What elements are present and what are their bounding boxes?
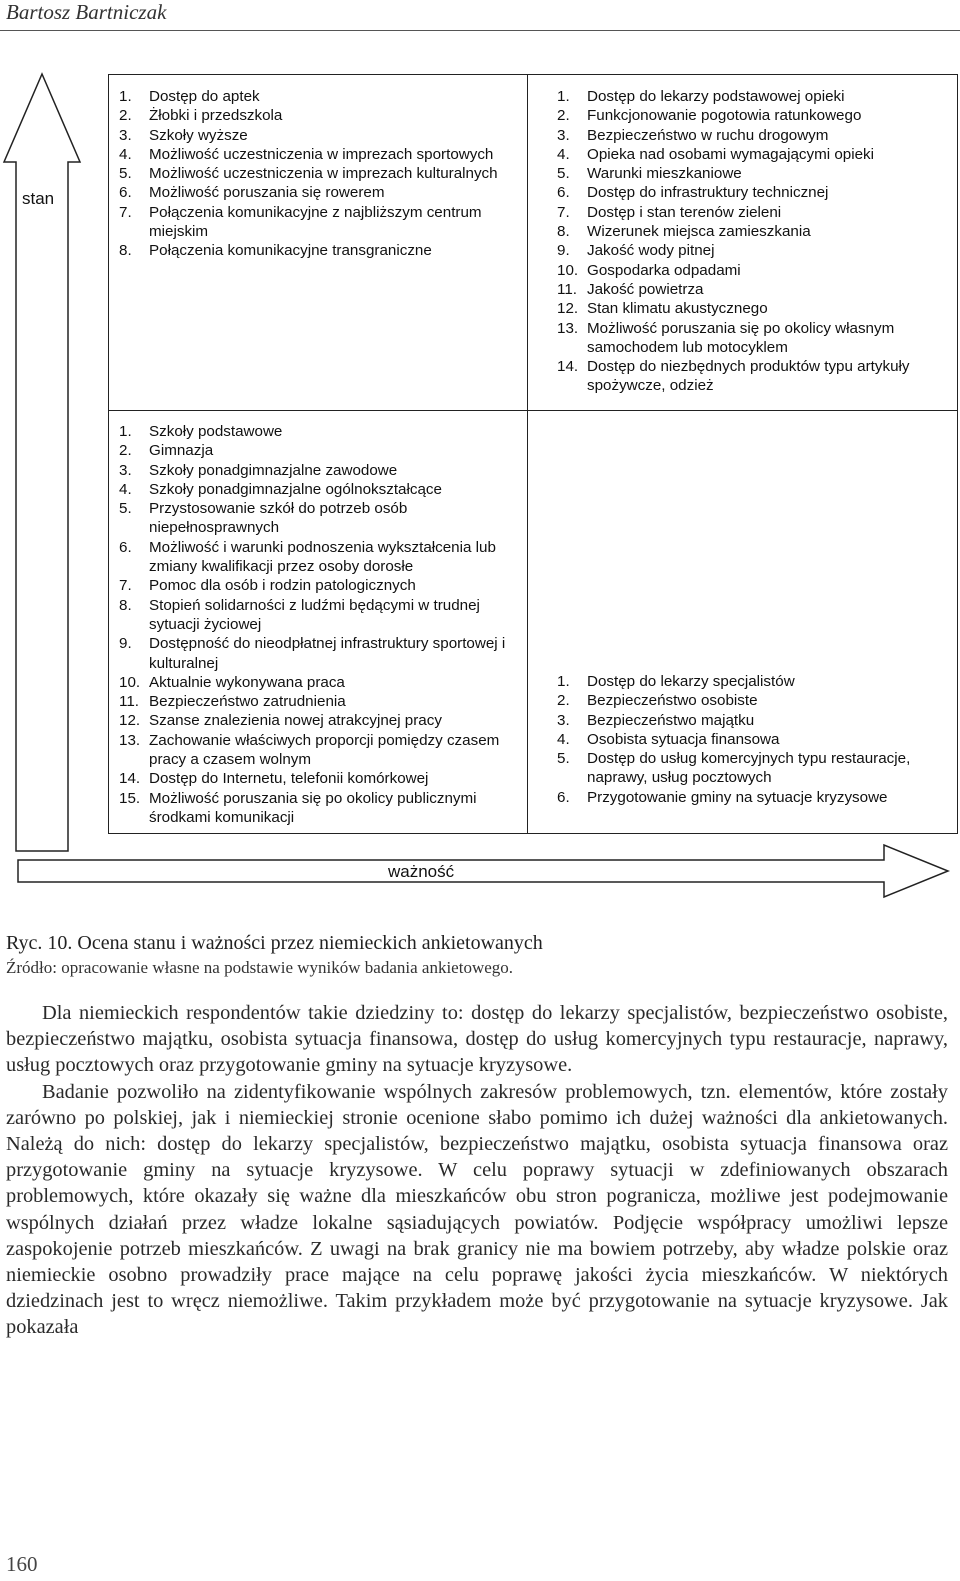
quadrant-divider-horizontal: [109, 410, 957, 411]
item-text: Szkoły ponadgimnazjalne zawodowe: [149, 461, 398, 479]
item-text: Dostęp do lekarzy specjalistów: [587, 673, 795, 690]
list-item: [119, 106, 519, 125]
item-text: Stopień solidarności z ludźmi będącymi w trudnej sytuacji życiowej: [149, 596, 480, 633]
item-text: Połączenia komunikacyjne z najbliższym centrum miejskim: [149, 203, 482, 241]
item-number: 14.: [119, 770, 141, 788]
list-item: [557, 126, 952, 145]
item-number: 11.: [119, 693, 139, 711]
item-number: 8.: [557, 223, 570, 241]
page-number: 160: [6, 1552, 38, 1576]
item-number: 4.: [557, 730, 570, 748]
item-number: 8.: [119, 242, 132, 260]
list-item: [557, 749, 952, 788]
list-item: [557, 183, 952, 202]
item-text: Funkcjonowanie pogotowia ratunkowego: [587, 107, 862, 125]
running-head: Bartosz Bartniczak: [6, 0, 167, 24]
item-number: 1.: [119, 423, 132, 440]
item-text: Możliwość uczestniczenia w imprezach sportowych: [149, 145, 494, 163]
item-number: 5.: [119, 165, 132, 183]
item-number: 8.: [119, 596, 132, 614]
list-item: [557, 711, 952, 730]
list-item: [119, 673, 519, 692]
list-item: [119, 576, 519, 595]
item-text: Zachowanie właściwych proporcji pomiędzy czasem pracy a czasem wolnym: [149, 731, 500, 769]
figure-matrix: [0, 60, 960, 910]
item-number: 12.: [557, 300, 579, 318]
item-number: 2.: [557, 107, 570, 125]
item-text: Możliwość poruszania się po okolicy własnym samochodem lub motocyklem: [587, 319, 895, 356]
item-text: Dostęp do lekarzy podstawowej opieki: [587, 88, 845, 105]
item-text: Szkoły ponadgimnazjalne ogólnokształcące: [149, 480, 442, 498]
item-text: Żłobki i przedszkola: [149, 107, 283, 125]
quadrant-bottom-left: [119, 422, 519, 827]
list-item: [557, 222, 952, 241]
item-text: Jakość powietrza: [587, 280, 704, 298]
list-item: [557, 691, 952, 710]
item-number: 14.: [557, 358, 579, 376]
item-number: 12.: [119, 712, 141, 730]
item-text: Pomoc dla osób i rodzin patologicznych: [149, 577, 416, 595]
item-number: 5.: [119, 500, 132, 518]
matrix-box: [108, 74, 958, 834]
item-number: 1.: [119, 88, 132, 105]
item-number: 2.: [119, 442, 132, 460]
quadrant-top-left: [119, 87, 519, 261]
item-text: Połączenia komunikacyjne transgraniczne: [149, 242, 432, 260]
caption-source: Źródło: opracowanie własne na podstawie wyników badania ankietowego.: [6, 958, 514, 977]
item-text: Bezpieczeństwo majątku: [587, 711, 755, 729]
item-number: 1.: [557, 673, 570, 690]
item-number: 11.: [557, 280, 577, 298]
item-number: 2.: [119, 107, 132, 125]
paragraph: Dla niemieckich respondentów takie dziedziny to: dostęp do lekarzy specjalistów, bezpieczeństwo osobiste, bezpieczeństwo majątku, osobista sytuacja finansowa, dostęp do usług komercyjnych typu restauracje, naprawy, usług pocztowych oraz przygotowanie gminy na sytuacje kryzysowe.: [6, 1002, 948, 1077]
item-text: Dostęp do infrastruktury technicznej: [587, 184, 829, 202]
item-number: 10.: [119, 673, 141, 691]
item-text: Dostępność do nieodpłatnej infrastruktury sportowej i kulturalnej: [149, 635, 506, 672]
list-item: [119, 126, 519, 145]
item-text: Dostęp do aptek: [149, 88, 260, 105]
item-number: 5.: [557, 750, 570, 768]
item-text: Możliwość i warunki podnoszenia wykształcenia lub zmiany kwalifikacji przez osoby dorosłe: [149, 538, 496, 576]
item-number: 10.: [557, 261, 579, 279]
x-axis-label: ważność: [388, 862, 455, 881]
list-item: [119, 461, 519, 480]
item-text: Warunki mieszkaniowe: [587, 165, 742, 183]
item-number: 15.: [119, 789, 141, 807]
item-text: Szkoły podstawowe: [149, 423, 283, 440]
list-item: [557, 280, 952, 299]
list-item: [119, 499, 519, 538]
item-number: 6.: [557, 788, 570, 806]
list-item: [119, 538, 519, 577]
list-item: [557, 145, 952, 164]
item-text: Osobista sytuacja finansowa: [587, 730, 780, 748]
list-item: [119, 441, 519, 460]
list-item: [557, 203, 952, 222]
item-text: Szkoły wyższe: [149, 126, 248, 144]
item-text: Przystosowanie szkół do potrzeb osób niepełnosprawnych: [149, 500, 408, 537]
item-number: 3.: [119, 126, 132, 144]
list-item: [119, 634, 519, 673]
paragraph: Badanie pozwoliło na zidentyfikowanie wspólnych zakresów problemowych, tzn. elementów, które zostały zarówno po polskiej, jak i niemieckiej stronie ocenione słabo pomimo ich dużej ważności dla ankietowanych. Należą do nich: dostęp do lekarzy specjalistów, bezpieczeństwo majątku, osobista sytuacja finansowa oraz przygotowanie gminy na sytuacje kryzysowe. W celu poprawy sytuacji w zdefiniowanych obszarach problemowych, które okazały się ważne dla mieszkańców obu stron pogranicza, możliwe jest podejmowanie wspólnych działań przez władze lokalne sąsiadujących powiatów. Podjęcie współpracy umożliwi lepsze zaspokojenie potrzeb mieszkańców. Z uwagi na brak granicy nie ma bowiem potrzeby, aby władze polskie oraz niemieckie osobno prowadziły prace mające na celu poprawę jakości życia mieszkańców. W niektórych dziedzinach jest to wręcz niemożliwe. Takim przykładem może być przygotowanie na sytuacje kryzysowe. Jak pokazała: [6, 1080, 948, 1339]
list-item: [557, 357, 952, 396]
item-number: 9.: [119, 635, 132, 653]
item-number: 2.: [557, 692, 570, 710]
item-text: Możliwość poruszania się po okolicy publicznymi środkami komunikacji: [149, 789, 477, 826]
item-number: 13.: [119, 731, 141, 749]
list-item: [119, 769, 519, 788]
item-text: Przygotowanie gminy na sytuacje kryzysowe: [587, 788, 888, 806]
list-item: [119, 203, 519, 242]
quadrant-bottom-right: [557, 672, 952, 807]
list-item: [119, 731, 519, 770]
list-item: [119, 789, 519, 828]
item-number: 6.: [119, 184, 132, 202]
item-number: 13.: [557, 319, 579, 337]
list-item: [557, 672, 952, 691]
item-text: Jakość wody pitnej: [587, 242, 715, 260]
body-text: [6, 1000, 948, 1341]
item-text: Dostęp do usług komercyjnych typu restauracje, naprawy, usług pocztowych: [587, 750, 911, 787]
item-number: 4.: [557, 145, 570, 163]
list-item: [557, 730, 952, 749]
stan-arrow: [0, 60, 100, 910]
item-number: 4.: [119, 145, 132, 163]
list-item: [119, 480, 519, 499]
y-axis-label: stan: [22, 189, 55, 208]
item-number: 3.: [119, 461, 132, 479]
list-item: [557, 261, 952, 280]
item-text: Opieka nad osobami wymagającymi opieki: [587, 145, 875, 163]
item-number: 3.: [557, 711, 570, 729]
item-text: Bezpieczeństwo zatrudnienia: [149, 693, 346, 711]
list-item: [119, 241, 519, 260]
list-item: [119, 87, 519, 106]
item-text: Gospodarka odpadami: [587, 261, 741, 279]
item-number: 5.: [557, 165, 570, 183]
item-number: 7.: [119, 203, 132, 221]
item-number: 7.: [119, 577, 132, 595]
item-number: 7.: [557, 203, 570, 221]
item-text: Możliwość uczestniczenia w imprezach kulturalnych: [149, 165, 498, 183]
item-number: 6.: [557, 184, 570, 202]
list-item: [119, 145, 519, 164]
list-item: [119, 183, 519, 202]
item-number: 4.: [119, 480, 132, 498]
item-text: Stan klimatu akustycznego: [587, 300, 768, 318]
item-number: 6.: [119, 538, 132, 556]
item-number: 1.: [557, 88, 570, 105]
list-item: [119, 596, 519, 635]
item-text: Dostęp i stan terenów zieleni: [587, 203, 782, 221]
list-item: [557, 106, 952, 125]
list-item: [119, 164, 519, 183]
quadrant-top-right: [557, 87, 952, 396]
item-number: 9.: [557, 242, 570, 260]
list-item: [119, 692, 519, 711]
list-item: [557, 87, 952, 106]
item-text: Dostęp do Internetu, telefonii komórkowej: [149, 770, 429, 788]
header-rule: [0, 30, 960, 31]
caption-title: Ryc. 10. Ocena stanu i ważności przez niemieckich ankietowanych: [6, 932, 543, 954]
item-text: Bezpieczeństwo w ruchu drogowym: [587, 126, 829, 144]
list-item: [557, 788, 952, 807]
list-item: [119, 711, 519, 730]
quadrant-divider-vertical: [527, 75, 528, 833]
item-text: Możliwość poruszania się rowerem: [149, 184, 385, 202]
item-text: Gimnazja: [149, 442, 214, 460]
list-item: [557, 299, 952, 318]
item-number: 3.: [557, 126, 570, 144]
item-text: Dostęp do niezbędnych produktów typu artykuły spożywcze, odzież: [587, 358, 910, 395]
item-text: Aktualnie wykonywana praca: [149, 673, 345, 691]
item-text: Szanse znalezienia nowej atrakcyjnej pracy: [149, 712, 442, 730]
list-item: [557, 319, 952, 358]
item-text: Bezpieczeństwo osobiste: [587, 692, 758, 710]
item-text: Wizerunek miejsca zamieszkania: [587, 223, 811, 241]
list-item: [557, 164, 952, 183]
figure-caption: [6, 930, 956, 980]
list-item: [119, 422, 519, 441]
list-item: [557, 241, 952, 260]
